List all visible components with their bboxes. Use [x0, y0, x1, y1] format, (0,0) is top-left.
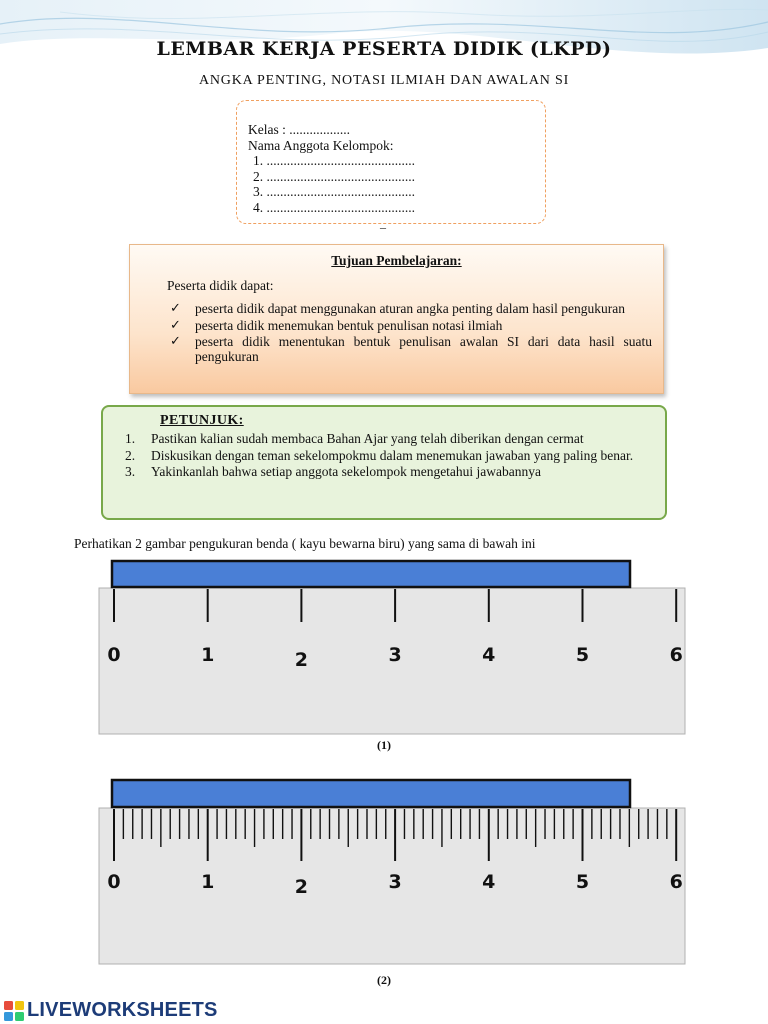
ruler-label-3: 3 — [388, 644, 402, 666]
stray-underscore: _ — [380, 216, 386, 230]
instruction-number: 2. — [125, 447, 136, 463]
instruction-number: 3. — [125, 464, 136, 479]
goal-text: peserta didik menentukan bentuk penulisan awalan SI dari data hasil suatu pengukuran — [195, 334, 652, 364]
ruler-label-5: 5 — [575, 644, 590, 666]
instruction-text: Yakinkanlah bahwa setiap anggota sekelompok mengetahui jawabannya — [151, 464, 542, 479]
ruler-figure-2 — [90, 770, 696, 968]
check-icon: ✓ — [170, 334, 181, 349]
goal-item — [170, 319, 652, 334]
figure-1-caption: (1) — [377, 738, 391, 752]
ruler-label-6: 6 — [669, 644, 683, 666]
check-icon: ✓ — [170, 301, 181, 316]
ruler-label-0: 0 — [107, 644, 121, 666]
figure-2-caption: (2) — [377, 973, 391, 987]
instruction-item — [125, 448, 665, 464]
ruler-label-4: 4 — [482, 871, 496, 893]
figure-intro-text: Perhatikan 2 gambar pengukuran benda ( kayu bewarna biru) yang sama di bawah ini — [74, 536, 536, 551]
worksheet-subtitle: ANGKA PENTING, NOTASI ILMIAH DAN AWALAN SI — [198, 73, 570, 88]
blue-wood-object — [112, 561, 630, 587]
goal-item — [170, 335, 652, 364]
ruler-figure-1 — [90, 552, 696, 738]
goal-item — [170, 302, 652, 317]
goals-intro: Peserta didik dapat: — [167, 278, 274, 293]
ruler-label-4: 4 — [482, 644, 496, 666]
learning-goals-box — [129, 244, 664, 394]
ruler-label-6: 6 — [669, 871, 683, 893]
logo-text: LIVEWORKSHEETS — [27, 999, 218, 1021]
goal-text: peserta didik dapat menggunakan aturan angka penting dalam hasil pengukuran — [195, 301, 625, 316]
goal-text: peserta didik menemukan bentuk penulisan notasi ilmiah — [195, 317, 503, 333]
member-field-2[interactable]: 2. ............................................ — [253, 168, 415, 184]
ruler-label-5: 5 — [575, 871, 590, 893]
instruction-item — [125, 431, 665, 447]
member-field-3[interactable]: 3. ............................................ — [253, 184, 415, 199]
ruler-label-1: 1 — [201, 644, 215, 666]
worksheet-title: LEMBAR KERJA PESERTA DIDIK (LKPD) — [156, 38, 612, 60]
instructions-box — [101, 405, 667, 520]
goals-title: Tujuan Pembelajaran: — [331, 253, 462, 268]
class-field[interactable]: Kelas : .................. — [248, 122, 350, 137]
instruction-text: Diskusikan dengan teman sekelompokmu dalam menemukan jawaban yang paling benar. — [151, 447, 634, 463]
member-label: Nama Anggota Kelompok: — [248, 137, 394, 153]
blue-wood-object — [112, 780, 630, 807]
instructions-list — [125, 431, 665, 481]
check-icon: ✓ — [170, 317, 181, 333]
instruction-text: Pastikan kalian sudah membaca Bahan Ajar yang telah diberikan dengan cermat — [151, 431, 584, 446]
member-field-4[interactable]: 4. ............................................ — [253, 199, 415, 215]
ruler-label-1: 1 — [201, 871, 215, 893]
member-field-1[interactable]: 1. ............................................ — [253, 153, 415, 168]
ruler-label-2: 2 — [294, 876, 309, 898]
ruler-label-3: 3 — [388, 871, 402, 893]
instruction-item — [125, 464, 665, 480]
instructions-title: PETUNJUK: — [160, 413, 244, 428]
ruler-label-0: 0 — [107, 871, 121, 893]
logo-blocks-icon — [4, 1001, 24, 1021]
ruler-label-2: 2 — [294, 649, 309, 671]
identity-box — [236, 100, 546, 224]
goals-list — [170, 302, 652, 366]
instruction-number: 1. — [125, 431, 136, 446]
